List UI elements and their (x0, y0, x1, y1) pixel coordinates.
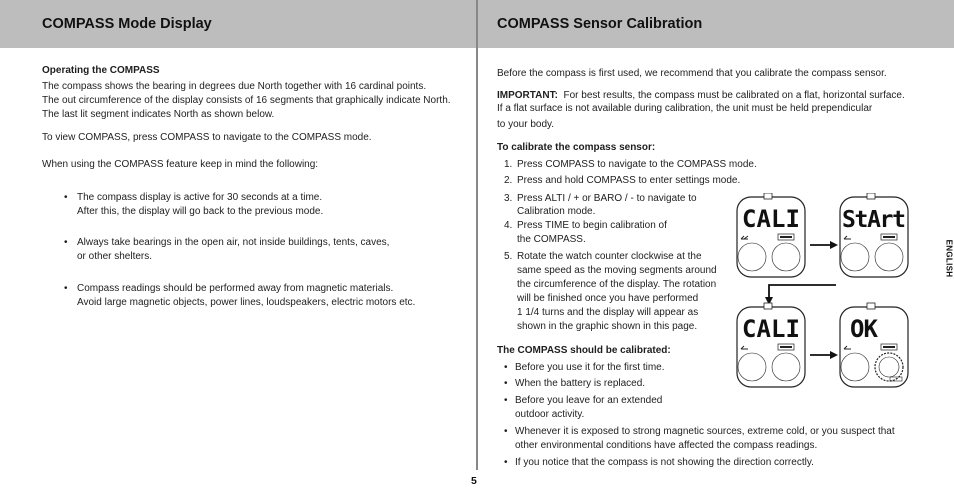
step-5-line-3: the circumference of the display. The rotation (517, 279, 717, 290)
should-bullet-3-line-2: outdoor activity. (515, 409, 585, 420)
left-bullet-2-line-2: or other shelters. (77, 251, 153, 262)
bullet-dot: • (504, 378, 508, 389)
step-5-line-4: will be finished once you have performed (517, 293, 699, 304)
operating-subheading: Operating the COMPASS (42, 65, 160, 76)
left-bullet-3-line-1: Compass readings should be performed away from magnetic materials. (77, 283, 394, 294)
step-4-num: 4. (504, 220, 513, 231)
should-bullet-3-line-1: Before you leave for an extended (515, 395, 663, 406)
screen-text-4: OK (850, 315, 878, 343)
bullet-dot: • (504, 426, 508, 437)
step-3-num: 3. (504, 193, 513, 204)
step-3-line-2: Calibration mode. (517, 206, 596, 217)
should-bullet-5: If you notice that the compass is not showing the direction correctly. (515, 457, 814, 468)
step-1-line-1: Press COMPASS to navigate to the COMPASS mode. (517, 159, 757, 170)
step-4-line-1: Press TIME to begin calibration of (517, 220, 667, 231)
important-line-2: If a flat surface is not available during calibration, the unit must be held prependicular (497, 103, 873, 114)
important-label: IMPORTANT: (497, 90, 558, 101)
top-indicator-icon (764, 303, 772, 309)
step-5-num: 5. (504, 251, 513, 262)
side-language-label: ENGLISH (944, 239, 954, 278)
view-compass-text: To view COMPASS, press COMPASS to navigate to the COMPASS mode. (42, 132, 372, 143)
screen-text-2: StArt (842, 207, 906, 233)
intro-line-3: The last lit segment indicates North as shown below. (42, 109, 275, 120)
important-line-1 (497, 89, 905, 102)
step-2-num: 2. (504, 175, 513, 186)
watch-display-ok (840, 303, 908, 387)
should-heading: The COMPASS should be calibrated: (497, 345, 671, 356)
should-bullet-1: Before you use it for the first time. (515, 362, 665, 373)
top-indicator-icon (764, 193, 772, 199)
screen-text-1: CALI (742, 205, 800, 233)
important-text-1: For best results, the compass must be calibrated on a flat, horizontal surface. (563, 90, 905, 101)
bullet-dot: • (504, 395, 508, 406)
screen-text-3: CALI (742, 315, 800, 343)
bullet-dot: • (64, 192, 68, 203)
left-bullet-3-line-2: Avoid large magnetic objects, power lines, loudspeakers, electric motors etc. (77, 297, 416, 308)
left-bullet-2-line-1: Always take bearings in the open air, not inside buildings, tents, caves, (77, 237, 390, 248)
calibration-intro: Before the compass is first used, we recommend that you calibrate the compass sensor. (497, 68, 887, 79)
watch-display-cali-1 (737, 193, 805, 277)
important-line-3: to your body. (497, 119, 555, 130)
bullet-dot: • (504, 362, 508, 373)
bullet-dot: • (64, 283, 68, 294)
top-indicator-icon (867, 193, 875, 199)
bullet-dot: • (64, 237, 68, 248)
keep-in-mind-text: When using the COMPASS feature keep in mind the following: (42, 159, 319, 170)
step-5-line-2: same speed as the moving segments around (517, 265, 717, 276)
step-4-line-2: the COMPASS. (517, 234, 586, 245)
calibration-diagram (736, 193, 912, 391)
left-bullet-1-line-1: The compass display is active for 30 seconds at a time. (77, 192, 323, 203)
step-5-line-1: Rotate the watch counter clockwise at the (517, 251, 702, 262)
calibrate-heading: To calibrate the compass sensor: (497, 142, 656, 153)
return-arrow-icon (769, 285, 836, 297)
step-2-line-1: Press and hold COMPASS to enter settings mode. (517, 175, 741, 186)
right-header: COMPASS Sensor Calibration (478, 0, 954, 48)
should-bullet-4-line-2: other environmental conditions have affected the compass readings. (515, 440, 818, 451)
step-5-line-6: shown in the graphic shown in this page. (517, 321, 698, 332)
watch-display-start (840, 193, 908, 277)
intro-line-2: The out circumference of the display consists of 16 segments that graphically indicate North. (42, 95, 451, 106)
step-5-line-5: 1 1/4 turns and the display will appear as (517, 307, 699, 318)
watch-display-cali-2 (737, 303, 805, 387)
top-indicator-icon (867, 303, 875, 309)
step-3-line-1: Press ALTI / + or BARO / - to navigate to (517, 193, 697, 204)
bullet-dot: • (504, 457, 508, 468)
page-number: 5 (471, 475, 477, 487)
left-header: COMPASS Mode Display (0, 0, 476, 48)
step-1-num: 1. (504, 159, 513, 170)
left-bullet-1-line-2: After this, the display will go back to the previous mode. (77, 206, 324, 217)
should-bullet-4-line-1: Whenever it is exposed to strong magnetic sources, extreme cold, or you suspect that (515, 426, 895, 437)
intro-line-1: The compass shows the bearing in degrees due North together with 16 cardinal points. (42, 81, 427, 92)
should-bullet-2: When the battery is replaced. (515, 378, 646, 389)
